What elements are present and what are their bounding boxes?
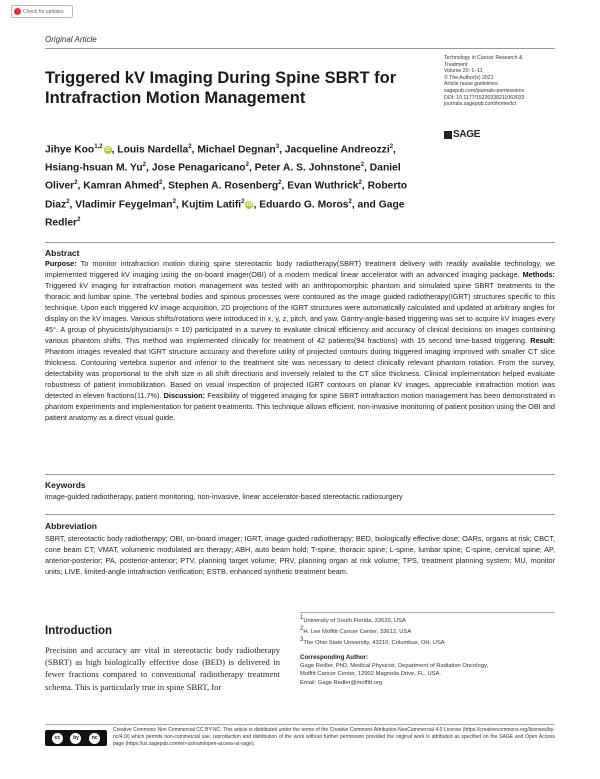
author-name: Kamran Ahmed (83, 180, 159, 192)
header-divider (45, 48, 555, 49)
author-affiliation-mark: 2 (348, 198, 352, 205)
author-affiliation-mark: 2 (142, 162, 146, 169)
author-affiliation-mark: 2 (389, 144, 394, 150)
author-separator: , (393, 144, 396, 156)
article-type: Original Article (45, 35, 97, 44)
author-name: Eduardo G. Moros (259, 199, 349, 211)
author-affiliation-mark: 2 (172, 198, 176, 205)
journal-line[interactable]: sagepub.com/journals-permissions (444, 87, 525, 94)
keywords-heading: Keywords (45, 480, 86, 490)
author-affiliation-mark: 2 (360, 162, 365, 169)
corresponding-line: Gage Redler, PhD, Medical Physicist, Department of Radiation Oncology, (300, 663, 489, 670)
abstract-text: Triggered kV imaging for intrafraction motion management was tested with an anthropomorphic phantom and simulated spine SBRT treatments to the thoracic and lumbar spine. The vertebral bodies and spinous processes were contoured as the image guided radiotherapy(IGRT) structures specific to this technique. Upon each triggered kV image acquisition, 2D projections of the IGRT structures were automatically calculated and updated at arbitrary angles for display on the kV images. Various shifts/rotations were introduced in x, y, z, pitch, and yaw. Gantry-angle-based triggering was set to acquire kV images every 45°. A group of physicists/physicians(n = 10) participated in a survey to evaluate clinical efficiency and accuracy of clinical decisions on images containing various phantom shifts. This method was implemented clinically for treatment of 42 patients(94 fractions) with 15 second time-based triggering. (45, 281, 555, 345)
author-separator: , (279, 144, 285, 156)
sage-logo-text: SAGE (453, 129, 481, 140)
author-separator: , (253, 199, 260, 211)
abstract-text: Phantom images revealed that IGRT structure accuracy and therefore utility of projected contours during triggered imaging improved with smaller CT slice thickness. Contouring vertebra superior and inferior to the treatment site was necessary to detect clinically relevant phantom rotation. From the survey, detectability was proportional to the shift size in all shift directions and inversely related to the CT slice thickness. Clinical implementation helped evaluate robustness of patient immobilization. Based on visual inspection of projected IGRT contours on planar kV images, appreciable intrafraction motion was detected in eleven fractions(11.7%). (45, 347, 555, 400)
abstract-divider (45, 242, 555, 243)
author-name: Daniel Oliver (45, 162, 401, 192)
creative-commons-logo[interactable] (45, 730, 107, 746)
journal-line: Technology in Cancer Research & (444, 55, 523, 61)
author-separator: , (281, 180, 288, 192)
author-affiliation-mark: 2 (358, 180, 362, 187)
author-separator: , (364, 162, 370, 174)
article-title: Triggered kV Imaging During Spine SBRT for Intrafraction Motion Management (45, 69, 397, 107)
author-separator: , (361, 180, 368, 192)
sage-logo (444, 129, 480, 140)
check-updates-label: Check for updates (23, 8, 64, 15)
journal-info (444, 55, 564, 108)
abbreviation-text: SBRT, stereotactic body radiotherapy; OBI, on-board imager; IGRT, image guided radiotherapy; BED, biologically effective dose; OARs, organs at risk; CBCT, cone beam CT; VMAT, volumetric modulated arc therapy; ABH, auto beam hold; T-spine, thoracic spine; L-spine, lumbar spine; C-spine, cervical spine; AP, anterior-posterior; PA, posterior-anterior; PTV, planning target volume; PRV, planning organ at risk volume; TPS, treatment planning system; MU, monitor units; LIVE, limited-angle intrafraction verification; ESTB, enhanced synthetic treatment beam. (45, 534, 555, 576)
author-affiliation-mark: 2 (159, 180, 163, 187)
author-separator: , (111, 144, 118, 156)
abstract-label: Discussion: (163, 391, 206, 400)
author-name: Roberto Diaz (45, 180, 408, 211)
affiliation-item: $^3$The Ohio State University, 43210, Columbus, OH, USA (300, 637, 445, 647)
author-name: Stephen A. Rosenberg (168, 180, 279, 192)
introduction-heading: Introduction (45, 625, 113, 637)
journal-line: Volume 20: 1–11 (444, 68, 483, 75)
author-affiliation-mark: 2 (77, 216, 81, 223)
abstract-label: Result: (530, 336, 555, 345)
affiliations (300, 614, 555, 647)
corresponding-author (300, 654, 555, 687)
author-name: Vladimir Feygelman (75, 199, 173, 211)
license-divider (45, 724, 555, 725)
abstract-label: Methods: (522, 270, 555, 279)
check-updates-icon (14, 8, 21, 15)
corresponding-line: Moffitt Cancer Center, 12902 Magnolia Drive, FL, USA. (300, 671, 442, 678)
author-name: Louis Nardella (117, 144, 189, 156)
author-separator: , (146, 162, 152, 174)
keywords-divider (45, 474, 555, 475)
journal-line[interactable]: journals.sagepub.com/home/tct (444, 101, 517, 108)
author-separator: , (175, 199, 182, 211)
cc-icon: cc (52, 733, 63, 744)
author-name: Michael Degnan (197, 144, 276, 156)
author-separator: , (69, 199, 76, 211)
author-name: Jose Penagaricano (151, 162, 246, 174)
abstract-body (45, 258, 555, 423)
author-name: Hsiang-hsuan M. Yu (45, 162, 143, 174)
author-name: Evan Wuthrick (287, 180, 359, 192)
abbreviation-divider (45, 514, 555, 515)
author-separator: , (248, 162, 255, 174)
check-for-updates-badge[interactable] (11, 5, 73, 18)
orcid-icon[interactable]: iD (246, 202, 252, 209)
abstract-heading: Abstract (45, 248, 80, 258)
affiliation-item: $^2$H. Lee Moffitt Cancer Center, 33612, USA (300, 626, 412, 636)
keywords-text: image-guided radiotherapy, patient monitoring, non-invasive, linear accelerator-based stereotactic radiosurgery (45, 492, 403, 501)
author-separator: , and (351, 199, 379, 211)
author-name: Kujtim Latifi (181, 199, 242, 211)
orcid-icon[interactable]: iD (105, 147, 111, 154)
journal-line: Article reuse guidelines: (444, 81, 500, 88)
author-separator: , (162, 180, 169, 192)
journal-line: Treatment (444, 61, 468, 68)
author-separator: , (77, 180, 84, 192)
abbreviation-heading: Abbreviation (45, 521, 97, 531)
author-affiliation-mark: 1,2 (94, 144, 103, 150)
abstract-text: Feasibility of triggered imaging for spine SBRT intrafraction motion management has been demonstrated in phantom experiments and implementation for patient treatments. This technique allows efficient, non-invasive monitoring of patient position using the OBI and patient anatomy as a direct visual guide. (45, 391, 555, 422)
author-name: Jihye Koo (45, 144, 95, 156)
author-name: Peter A. S. Johnstone (254, 162, 361, 174)
sage-logo-icon (444, 131, 452, 139)
affiliation-divider (300, 612, 555, 613)
author-affiliation-mark: 2 (245, 162, 249, 169)
affiliation-item: $^1$University of South Florida, 33620, USA (300, 615, 406, 624)
author-list (45, 140, 415, 231)
author-name: Jacqueline Andreozzi (284, 144, 390, 156)
license-text: Creative Commons Non Commercial CC BY-NC: This article is distributed under the terms of the Creative Commons Attribution-NonCommercial 4.0 License (https://creativecommons.org/licenses/by-nc/4.0/) which permits non-commercial use, reproduction and distribution of the work without further permission provided the original work is attributed as specified on the SAGE and Open Access page (https://us.sagepub.com/en-us/nam/open-access-at-sage). (113, 727, 555, 747)
author-affiliation-mark: 2 (278, 180, 282, 187)
author-affiliation-mark: 2 (66, 198, 70, 205)
author-affiliation-mark: 2 (188, 144, 192, 150)
author-affiliation-mark: 2 (74, 180, 78, 187)
nc-icon: nc (89, 733, 100, 744)
journal-line[interactable]: DOI: 10.1177/15330338211063033 (444, 94, 525, 101)
by-icon: by (70, 733, 81, 744)
corresponding-heading: Corresponding Author: (300, 654, 369, 661)
introduction-text: Precision and accuracy are vital in stereotactic body radiotherapy (SBRT) as high biologically effective dose (BED) is delivered in fewer fractions compared to conventional radiotherapy treatment schema. This is particularly true in spine SBRT, for (45, 645, 280, 692)
author-affiliation-mark: 3 (275, 144, 280, 150)
abstract-text: To monitor intrafraction motion during spine stereotactic body radiotherapy(SBRT) treatment delivery with readily available technology, we implemented triggered kV imaging using the on-board imager(OBI) of a modern medical linear accelerator with an advanced imaging package. (45, 259, 555, 279)
journal-line: © The Author(s) 2021 (444, 74, 494, 81)
author-separator: , (191, 144, 198, 156)
corresponding-email[interactable]: Email: Gage.Redler@moffitt.org (300, 679, 383, 686)
abstract-label: Purpose: (45, 259, 77, 268)
author-name: Gage Redler (45, 199, 405, 229)
author-affiliation-mark: 2 (241, 198, 245, 205)
